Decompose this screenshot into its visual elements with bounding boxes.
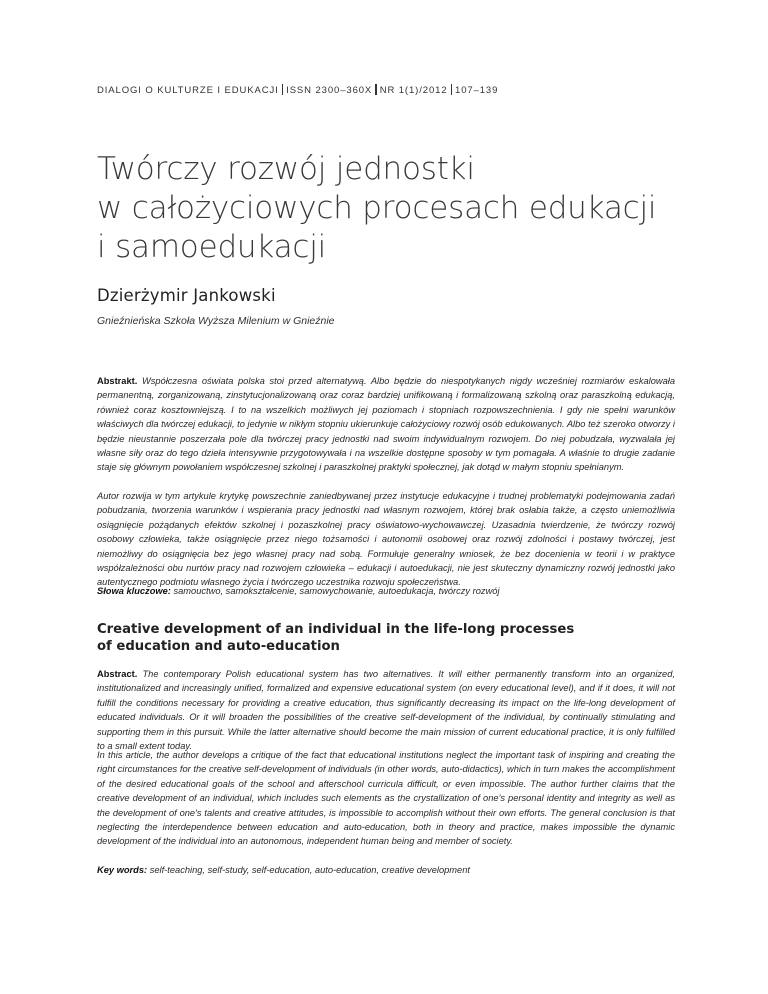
- abstract-en-paragraph-1: [97, 667, 675, 753]
- keywords-en-text: self-teaching, self-study, self-education, auto-education, creative development: [149, 865, 470, 875]
- author-name: Dzierżymir Jankowski: [97, 286, 276, 305]
- keywords-en-label: Key words:: [97, 865, 148, 875]
- keywords-pl-text: samouctwo, samokształcenie, samowychowanie, autoedukacja, twórczy rozwój: [173, 586, 500, 596]
- english-title-line: of education and auto-education: [97, 638, 340, 654]
- abstract-en-text-2: In this article, the author develops a critique of the fact that educational institutions neglect the important task of inspiring and creating the right circumstances for the creative self-development of individuals (in other words, auto-didactics), which in turn makes the accomplishment of the desired educational goals of the school and afterschool curricula difficult, or even impossible. The author further claims that the creative development of an individual, which includes such elements as the crystallization of one's personal identity and integrity as well as the development of one's talents and creative attitudes, is impossible to accomplish without their own efforts. The general conclusion is that neglecting the interdependence between education and auto-education, both in theory and practice, makes impossible the dynamic development of the individual into an autonomous, independent human being and member of society.: [97, 750, 675, 847]
- header-separator: [282, 84, 284, 95]
- header-separator: [451, 84, 453, 95]
- keywords-en: [97, 863, 675, 877]
- abstract-pl-label: Abstrakt.: [97, 376, 138, 386]
- abstract-en-label: Abstract.: [97, 669, 138, 679]
- title-line: i samoedukacji: [97, 229, 327, 265]
- journal-issue: NR 1(1)/2012: [379, 85, 448, 96]
- abstract-en-text-1: The contemporary Polish educational system has two alternatives. It will either permanently transform into an organized, institutionalized and increasingly unified, formalized and expensive educational system (on every educational level), and if it does, it will not fulfill the conditions necessary for providing a creative education, thus significantly decreasing its impact on the life-long development of educated individuals. Or it will broaden the possibilities of the creative self-development of the individual, by continually stimulating and supporting them in this pursuit. While the latter alternative should become the main mission of current educational practice, it is only fulfilled to a small extent today.: [97, 669, 675, 752]
- abstract-pl-text-1: Współczesna oświata polska stoi przed alternatywą. Albo będzie do niespotykanych nigdy wcześniej rozmiarów eskalowała permanentną, zorganizowaną, zinstytucjonalizowaną oraz coraz bardziej unifikowaną i formalizowaną szkolną oraz paraszkolną edukacją, również coraz kosztowniejszą. I to na wszelkich możliwych jej poziomach i stopniach rozpowszechnienia. I gdy nie spełni warunków właściwych dla twórczej edukacji, to jedynie w nikłym stopniu ukierunkuje całożyciowy rozwój osób edukowanych. Albo też szeroko otworzy i będzie nieustannie poszerzała pole dla twórczej pracy jednostki nad swoim indywidualnym rozwojem. Do niej pobudzała, wyzwalała jej własne siły oraz do tego dzieła intensywnie przygotowywała i na wszelkie dostępne sposoby w tym pomagała. A właśnie to drugie zadanie staje się głównym powołaniem współczesnej szkolnej i paraszkolnej praktyki społecznej, jak dotąd w małym stopniu spełnianym.: [97, 376, 675, 473]
- abstract-en-paragraph-2: [97, 748, 675, 849]
- header-separator: [375, 84, 377, 95]
- journal-header: [97, 84, 498, 96]
- abstract-pl-paragraph-1: [97, 374, 675, 475]
- keywords-pl-label: Słowa kluczowe:: [97, 586, 171, 596]
- article-title: [97, 150, 697, 267]
- title-line: Twórczy rozwój jednostki: [97, 151, 475, 187]
- english-title: [97, 622, 657, 655]
- page-range: 107–139: [455, 85, 499, 96]
- journal-issn: ISSN 2300–360X: [286, 85, 373, 96]
- abstract-pl-text-2: Autor rozwija w tym artykule krytykę powszechnie zaniedbywanej przez instytucje edukacyjne i trudnej problematyki podejmowania zadań pobudzania, tworzenia warunków i wspierania pracy jednostki nad własnym rozwojem, której brak osłabia także, a często uniemożliwia osiągnięcie pożądanych efektów szkolnej i pozaszkolnej pracy oświatowo-wychowawczej. Uzasadnia twierdzenie, że twórczy rozwój osobowy człowieka, także osiągnięcie przez niego tożsamości i autonomii osobowej oraz rozwój zdolności i postawy twórczej, jest niemożliwy do osiągnięcia bez jego własnej pracy nad sobą. Formułuje generalny wniosek, że bez docenienia w teorii i w praktyce współzależności obu nurtów pracy nad rozwojem człowieka – edukacji i autoedukacji, nie jest skuteczny dynamiczny rozwój jednostki jako autentycznego podmiotu własnego życia i twórczego uczestnika rozwoju społeczeństwa.: [97, 491, 675, 588]
- journal-name: DIALOGI O KULTURZE I EDUKACJI: [97, 85, 279, 96]
- title-line: w całożyciowych procesach edukacji: [97, 190, 657, 226]
- abstract-pl-paragraph-2: [97, 489, 675, 590]
- english-title-line: Creative development of an individual in the life-long processes: [97, 622, 575, 637]
- author-affiliation: Gnieźnieńska Szkoła Wyższa Milenium w Gnieźnie: [97, 315, 335, 327]
- keywords-pl: [97, 584, 675, 598]
